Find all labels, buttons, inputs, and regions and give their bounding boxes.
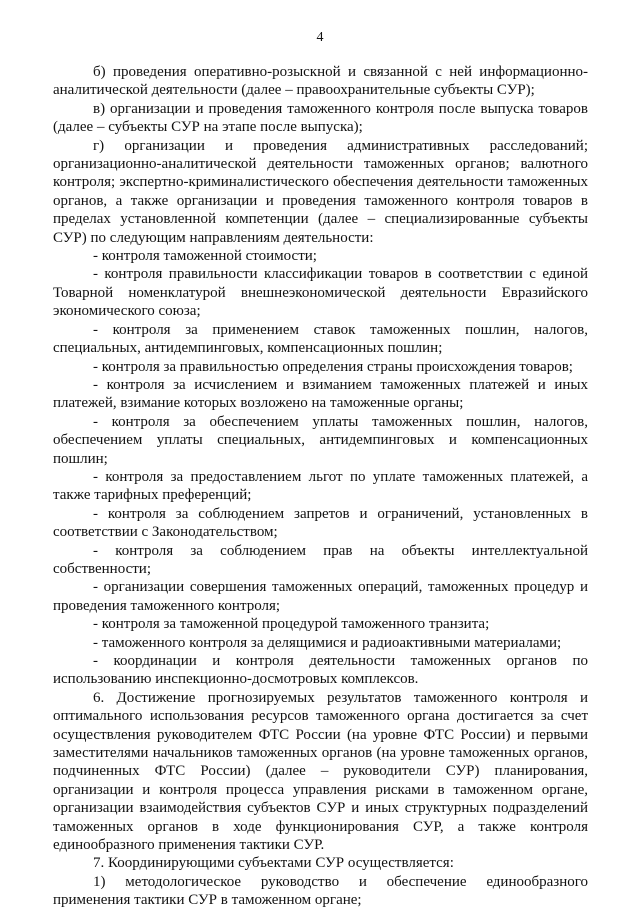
list-item-customs-operations: - организации совершения таможенных операций, таможенных процедур и проведения таможенного контроля; (53, 579, 588, 614)
paragraph-b-operational-search: б) проведения оперативно-розыскной и связанной с ней информационно-аналитической деятельности (далее – правоохранительные субъекты СУР); (53, 64, 588, 99)
paragraph-7-1-methodology: 1) методологическое руководство и обеспечение единообразного применения тактики СУР в таможенном органе; (53, 873, 588, 909)
list-item-payment-security: - контроля за обеспечением уплаты таможенных пошлин, налогов, обеспечением уплаты специальных, антидемпинговых и компенсационных пошлин; (53, 413, 588, 467)
paragraph-7-coordinating: 7. Координирующими субъектами СУР осуществляется: (93, 855, 454, 872)
list-item-customs-value: - контроля таможенной стоимости; (93, 248, 317, 265)
list-item-duty-rates: - контроля за применением ставок таможенных пошлин, налогов, специальных, антидемпинговых, компенсационных пошлин; (53, 321, 588, 357)
paragraph-6-results: 6. Достижение прогнозируемых результатов таможенного контроля и оптимального использования ресурсов таможенного органа достигается за счет осуществления руководителем ФТС России (на уровне ФТС России) и первыми заместителями начальников таможенных органов (на уровне таможенных органов, подчиненных ФТС России) (далее – руководители СУР) планирования, организации и контроля процесса управления рисками в таможенном органе, организации взаимодействия субъектов СУР и иных структурных подразделений таможенных органов в ходе функционирования СУР, а также контроля единообразного применения тактики СУР. (53, 689, 588, 854)
list-item-prohibitions: - контроля за соблюдением запретов и ограничений, установленных в соответствии с Законодательством; (53, 505, 588, 541)
list-item-inspection-complexes: - координации и контроля деятельности таможенных органов по использованию инспекционно-досмотровых комплексов. (53, 653, 588, 688)
list-item-payments: - контроля за исчислением и взиманием таможенных платежей и иных платежей, взимание которых возложено на таможенные органы; (53, 376, 588, 412)
list-item-benefits: - контроля за предоставлением льгот по уплате таможенных платежей, а также тарифных преференций; (53, 468, 588, 504)
list-item-intellectual-property: - контроля за соблюдением прав на объекты интеллектуальной собственности; (53, 542, 588, 577)
document-body (53, 63, 588, 910)
page-number: 4 (316, 30, 324, 45)
list-item-radioactive: - таможенного контроля за делящимися и радиоактивными материалами; (93, 634, 562, 651)
paragraph-g-specialized-subjects: г) организации и проведения административных расследований; организационно-аналитической деятельности таможенных органов; валютного контроля; экспертно-криминалистического обеспечения деятельности таможенных органов, а также организации и проведения таможенного контроля товаров в пределах установленной компетенции (далее – специализированные субъекты СУР) по следующим направлениям деятельности: (53, 137, 588, 246)
list-item-country-of-origin: - контроля за правильностью определения страны происхождения товаров; (93, 358, 573, 375)
list-item-classification: - контроля правильности классификации товаров в соответствии с единой Товарной номенклатурой внешнеэкономической деятельности Евразийского экономического союза; (53, 266, 588, 320)
paragraph-v-post-release-control: в) организации и проведения таможенного контроля после выпуска товаров (далее – субъекты СУР на этапе после выпуска); (53, 100, 588, 136)
list-item-transit: - контроля за таможенной процедурой таможенного транзита; (93, 616, 490, 633)
